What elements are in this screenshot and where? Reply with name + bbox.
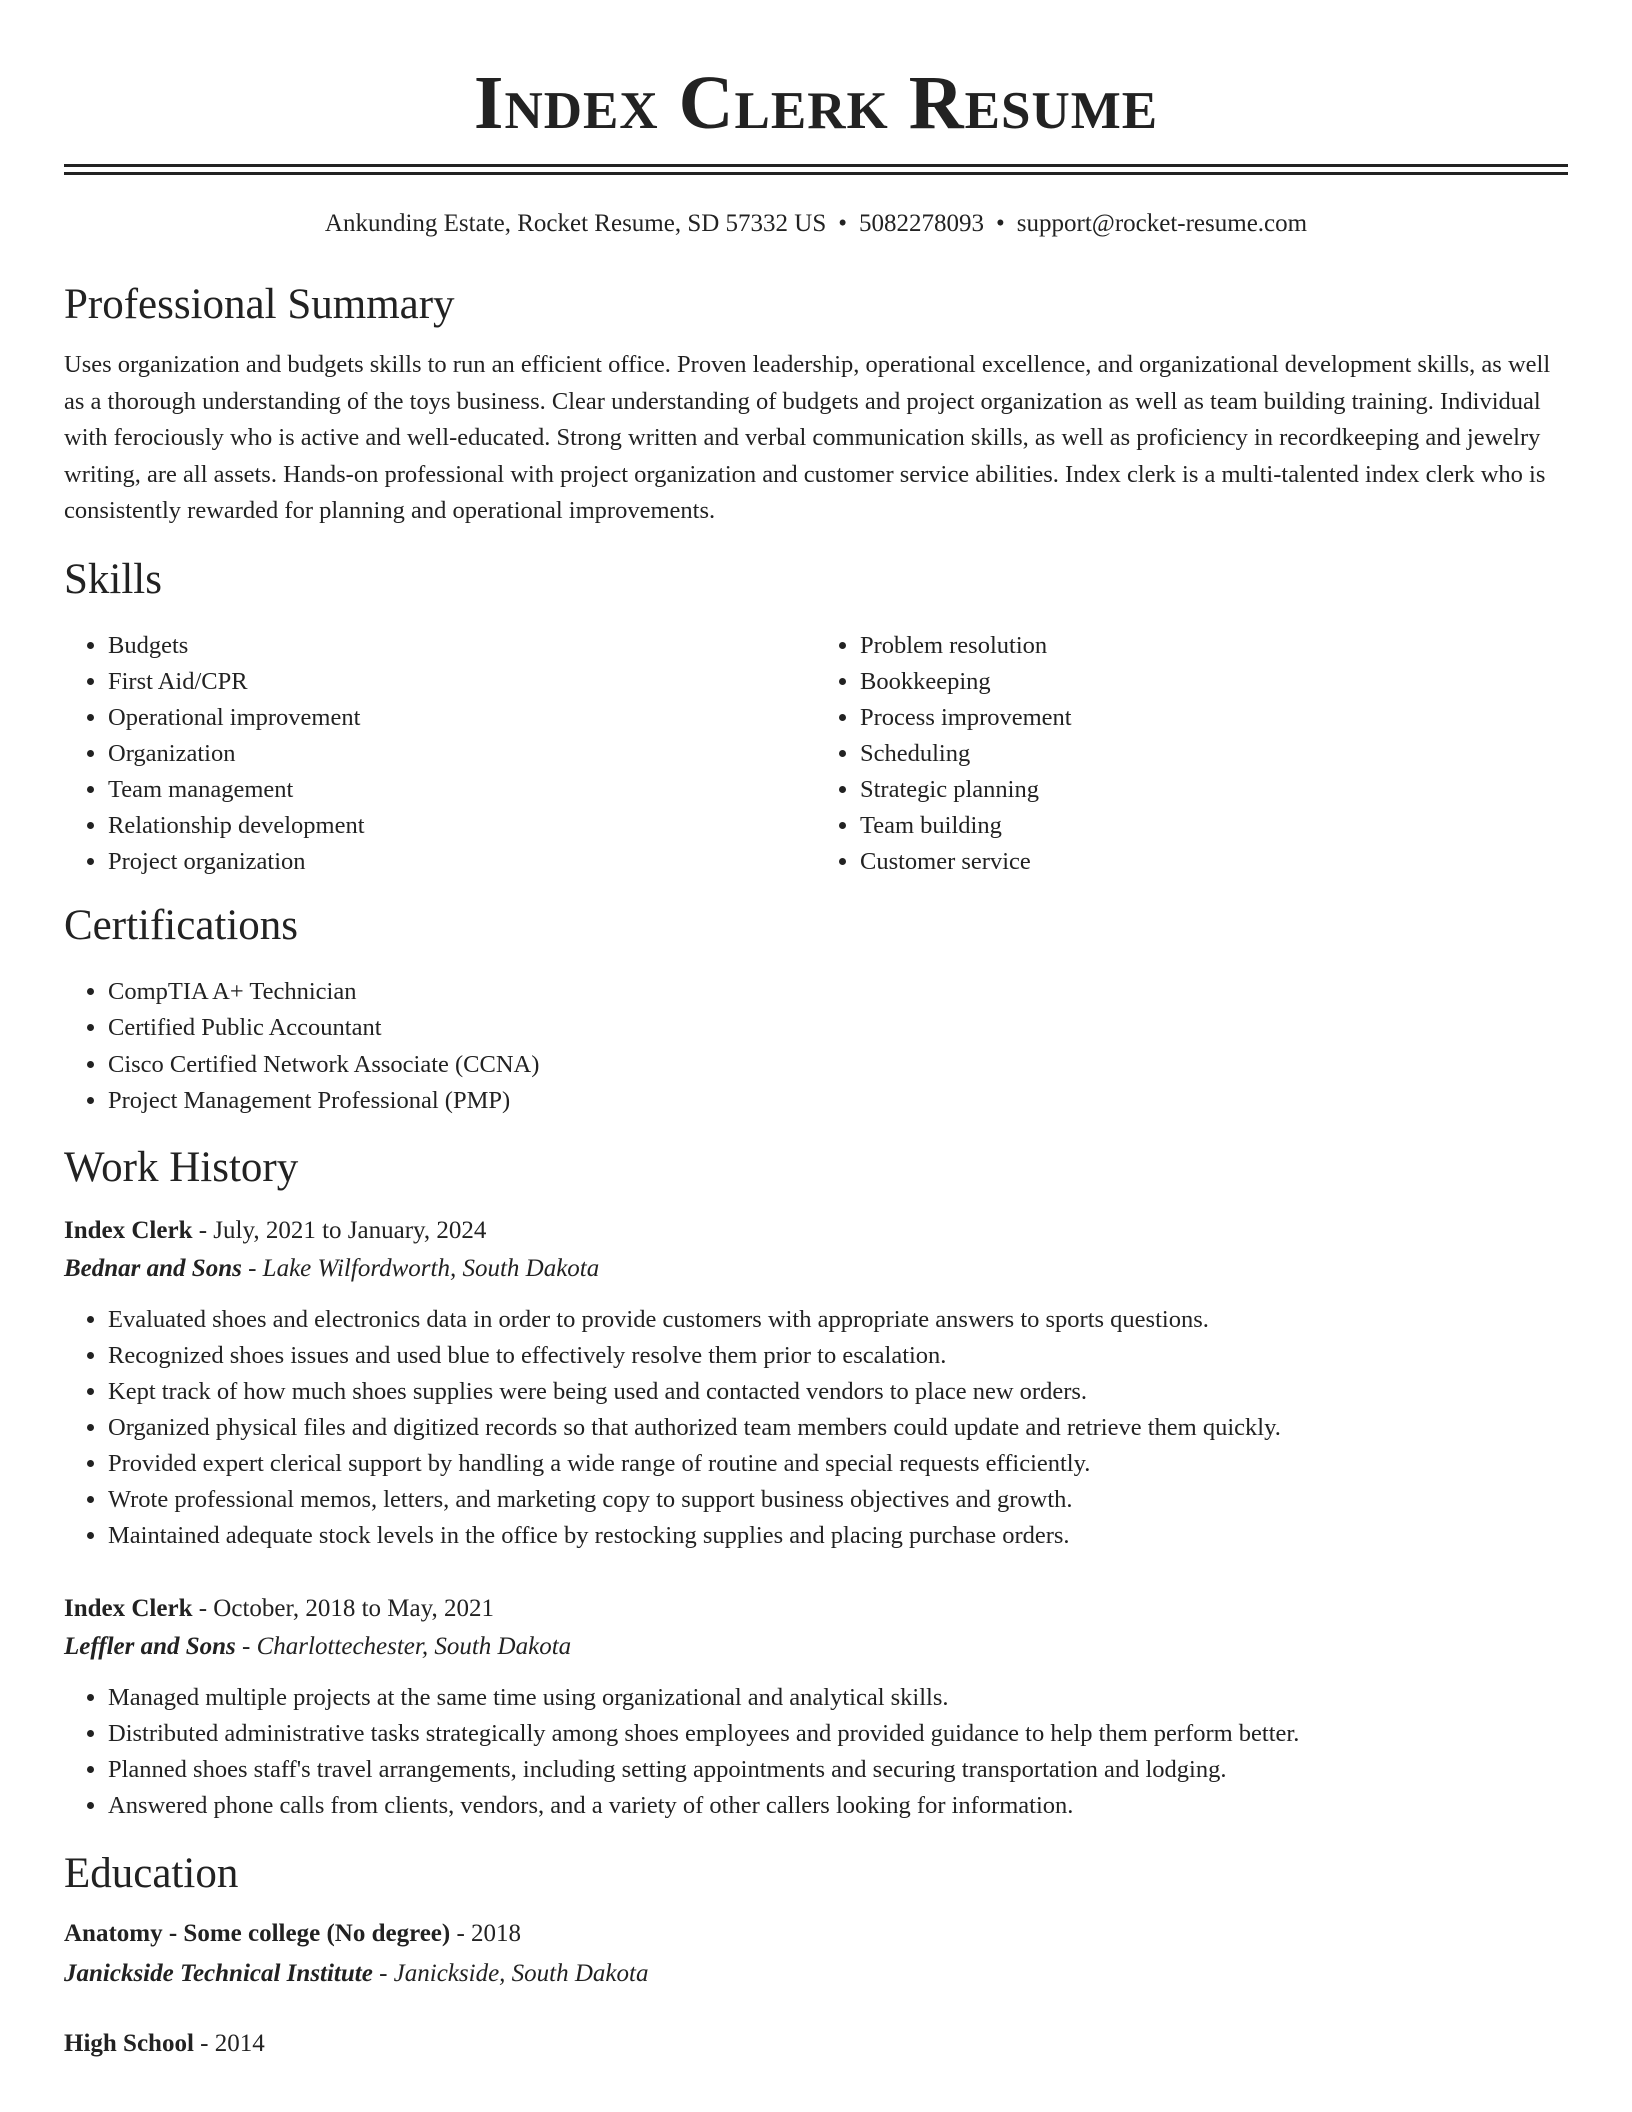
certifications-heading: Certifications [64,901,299,949]
education-degree: Anatomy - Some college (No degree) [64,1919,451,1947]
education-heading: Education [64,1849,239,1897]
education-school: Janickside Technical Institute [64,1959,373,1987]
job-duties-list [64,1680,1568,1824]
certification-item: • Cisco Certified Network Associate (CCNA) [108,1047,1568,1084]
job-duty: • Provided expert clerical support by handling a wide range of routine and special requests efficiently. [108,1446,1568,1482]
education-school-line [64,1954,1568,1994]
job-location: - Lake Wilfordworth, South Dakota [241,1254,600,1282]
job-duty: • Evaluated shoes and electronics data in order to provide customers with appropriate answers to sports questions. [108,1302,1568,1338]
title-divider [64,164,1568,175]
skills-columns [64,628,1568,880]
contact-separator: • [838,210,848,237]
skill-item: • Organization [108,736,816,772]
job-company-line [64,1250,1568,1288]
education-degree-line [64,2024,1568,2064]
job-duty: • Organized physical files and digitized records so that authorized team members could update and retrieve them quickly. [108,1410,1568,1446]
job-company: Bednar and Sons [64,1254,242,1282]
job-company: Leffler and Sons [64,1632,236,1660]
skill-item: • First Aid/CPR [108,664,816,700]
skill-item: • Team management [108,772,816,808]
skill-item: • Project organization [108,844,816,880]
job-company-line [64,1628,1568,1666]
certification-item: • CompTIA A+ Technician [108,974,1568,1011]
contact-address: Ankunding Estate, Rocket Resume, SD 57332 US [324,210,827,237]
skill-item: • Bookkeeping [860,664,1568,700]
resume-title: Index Clerk Resume [473,61,1159,145]
education-location: - Janickside, South Dakota [372,1959,649,1987]
skills-heading: Skills [64,555,162,603]
education-entry [64,1914,1568,1994]
skill-item: • Team building [860,808,1568,844]
certifications-list [64,974,1568,1120]
education-degree-line [64,1914,1568,1954]
job-location: - Charlottechester, South Dakota [235,1632,572,1660]
certification-item: • Certified Public Accountant [108,1010,1568,1047]
job-duty: • Planned shoes staff's travel arrangements, including setting appointments and securing transportation and lodging. [108,1752,1568,1788]
job-duty: • Managed multiple projects at the same time using organizational and analytical skills. [108,1680,1568,1716]
job-header [64,1212,1568,1288]
skill-item: • Scheduling [860,736,1568,772]
skill-item: • Relationship development [108,808,816,844]
education-year: - 2014 [193,2029,265,2057]
education-year: - 2018 [450,1919,522,1947]
job-title: Index Clerk [64,1594,193,1622]
contact-separator: • [996,210,1005,237]
education-degree: High School [64,2029,194,2057]
job-duty: • Distributed administrative tasks strategically among shoes employees and provided guidance to help them perform better. [108,1716,1568,1752]
job-header [64,1590,1568,1666]
job-title: Index Clerk [64,1216,193,1244]
skill-item: • Budgets [108,628,816,664]
job-duty: • Maintained adequate stock levels in the office by restocking supplies and placing purchase orders. [108,1518,1568,1554]
job-duty: • Kept track of how much shoes supplies were being used and contacted vendors to place new orders. [108,1374,1568,1410]
job-dates: - July, 2021 to January, 2024 [192,1216,487,1244]
work-history-heading: Work History [64,1143,299,1191]
contact-phone: 5082278093 [859,210,985,237]
certification-item: • Project Management Professional (PMP) [108,1083,1568,1120]
summary-text: Uses organization and budgets skills to run an efficient office. Proven leadership, operational excellence, and organizational development skills, as well as a thorough understanding of the toys business. Clear understanding of budgets and project organization as well as team building training. Individual with ferociously who is active and well-educated. Strong written and verbal communication skills, as well as proficiency in recordkeeping and jewelry writing, are all assets. Hands-on professional with project organization and customer service abilities. Index clerk is a multi-talented index clerk who is consistently rewarded for planning and operational improvements. [64,351,1551,524]
skill-item: • Strategic planning [860,772,1568,808]
skill-item: • Operational improvement [108,700,816,736]
job-dates: - October, 2018 to May, 2021 [192,1594,494,1622]
job-duties-list [64,1302,1568,1554]
skill-item: • Process improvement [860,700,1568,736]
skill-item: • Customer service [860,844,1568,880]
job-title-line [64,1212,1568,1250]
job-duty: • Recognized shoes issues and used blue to effectively resolve them prior to escalation. [108,1338,1568,1374]
contact-email: support@rocket-resume.com [1016,210,1308,237]
job-title-line [64,1590,1568,1628]
skills-list-right [816,628,1568,880]
education-entry [64,2024,1568,2064]
skill-item: • Problem resolution [860,628,1568,664]
job-duty: • Wrote professional memos, letters, and marketing copy to support business objectives and growth. [108,1482,1568,1518]
skills-list-left [64,628,816,880]
summary-heading: Professional Summary [64,281,455,328]
contact-line [64,209,1568,239]
job-duty: • Answered phone calls from clients, vendors, and a variety of other callers looking for information. [108,1788,1568,1824]
